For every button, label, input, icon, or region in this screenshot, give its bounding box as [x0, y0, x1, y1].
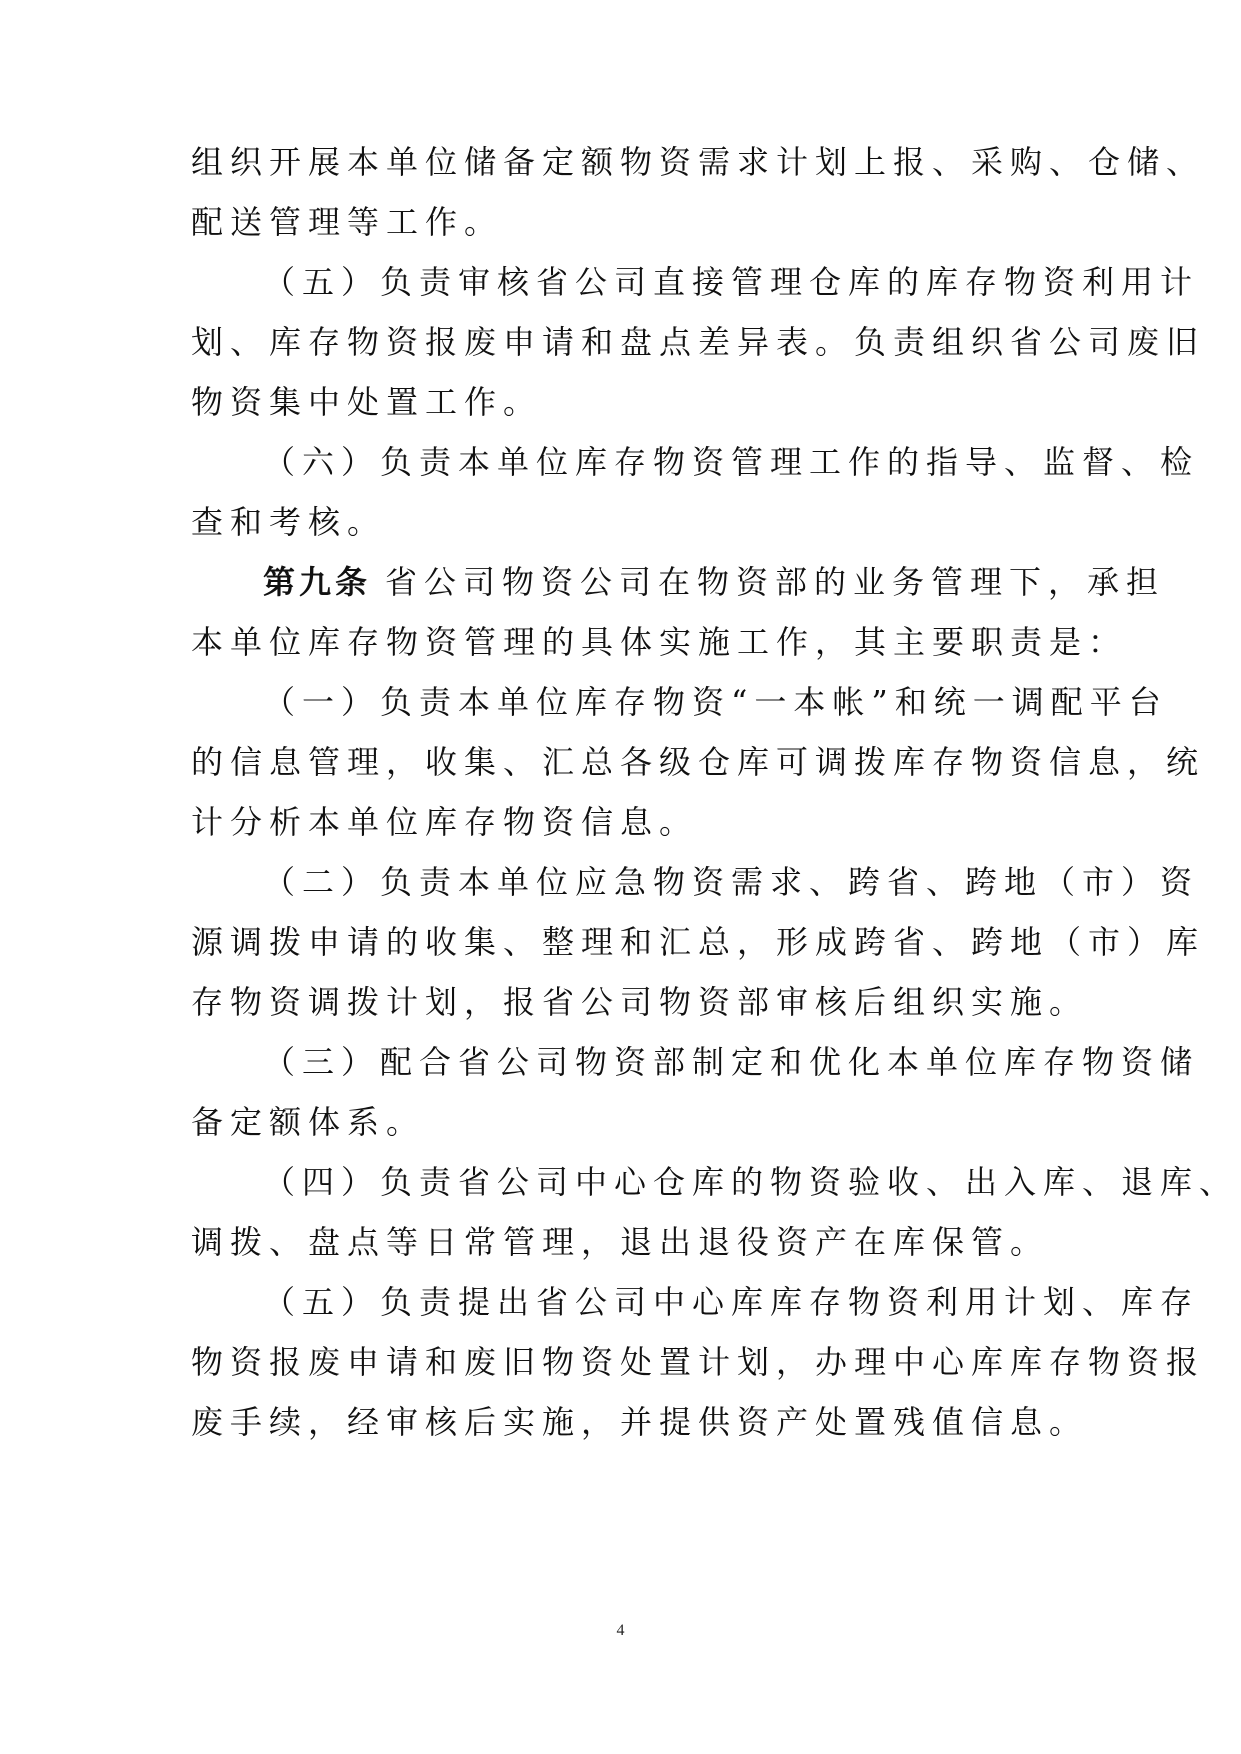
text-line: 本单位库存物资管理的具体实施工作，其主要职责是：	[191, 623, 1128, 661]
text-line: 配送管理等工作。	[191, 203, 504, 241]
article-heading: 第九条	[263, 563, 372, 601]
text-line: （二）负责本单位应急物资需求、跨省、跨地（市）资	[263, 863, 1200, 901]
text-line: 划、库存物资报废申请和盘点差异表。负责组织省公司废旧	[191, 323, 1206, 361]
text-line: 组织开展本单位储备定额物资需求计划上报、采购、仓储、	[191, 143, 1206, 181]
text-line: （四）负责省公司中心仓库的物资验收、出入库、退库、	[263, 1163, 1239, 1201]
text-line: 物资报废申请和废旧物资处置计划，办理中心库库存物资报	[191, 1343, 1206, 1381]
text-line: 查和考核。	[191, 503, 387, 541]
text-line: 调拨、盘点等日常管理，退出退役资产在库保管。	[191, 1223, 1050, 1261]
text-line: （一）负责本单位库存物资“一本帐”和统一调配平台	[263, 683, 1168, 721]
text-line: 物资集中处置工作。	[191, 383, 543, 421]
text-line: 的信息管理，收集、汇总各级仓库可调拨库存物资信息，统	[191, 743, 1206, 781]
article-heading-line: 第九条 省公司物资公司在物资部的业务管理下，承担	[263, 563, 1166, 601]
text-line: （三）配合省公司物资部制定和优化本单位库存物资储	[263, 1043, 1200, 1081]
text-line: 计分析本单位库存物资信息。	[191, 803, 699, 841]
text-line: （六）负责本单位库存物资管理工作的指导、监督、检	[263, 443, 1200, 481]
text-line: （五）负责提出省公司中心库库存物资利用计划、库存	[263, 1283, 1200, 1321]
text-line: 废手续，经审核后实施，并提供资产处置残值信息。	[191, 1403, 1089, 1441]
text-line: 源调拨申请的收集、整理和汇总，形成跨省、跨地（市）库	[191, 923, 1206, 961]
text-line: 备定额体系。	[191, 1103, 426, 1141]
page-number: 4	[616, 1622, 625, 1639]
text-line: 存物资调拨计划，报省公司物资部审核后组织实施。	[191, 983, 1089, 1021]
text-line: （五）负责审核省公司直接管理仓库的库存物资利用计	[263, 263, 1200, 301]
